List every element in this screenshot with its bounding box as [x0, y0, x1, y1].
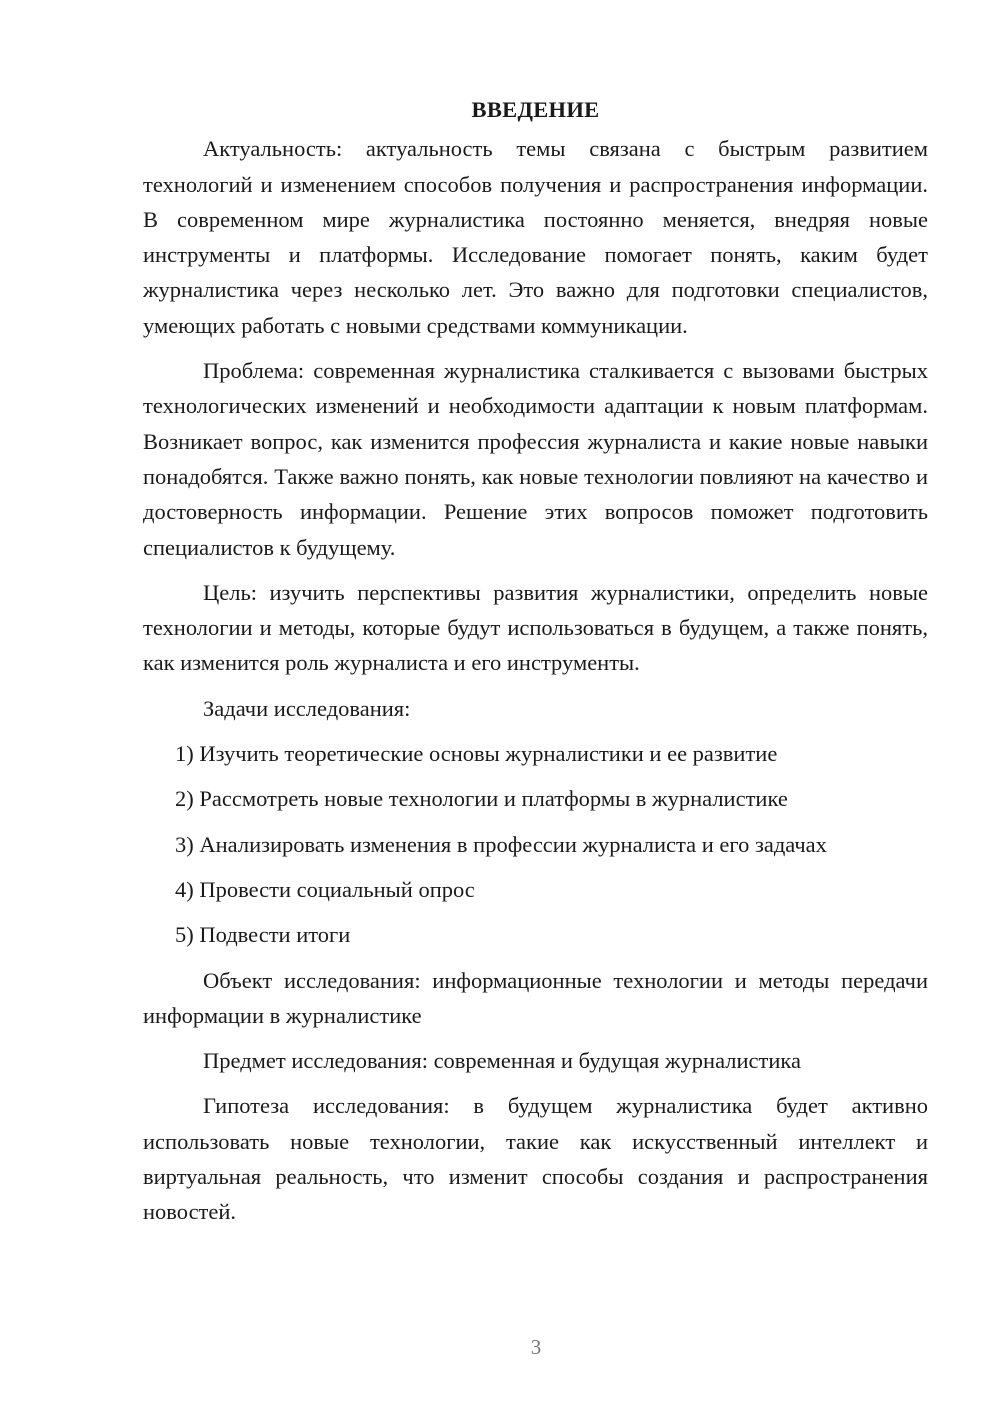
page-number: 3 [530, 1335, 542, 1359]
paragraph-goal: Цель: изучить перспективы развития журналистики, определить новые технологии и методы, которые будут использоваться в будущем, а также понять, как изменится роль журналиста и его инструменты. [143, 579, 928, 676]
section-title: ВВЕДЕНИЕ [471, 97, 600, 122]
list-item: 1) Изучить теоретические основы журналистики и ее развитие [175, 741, 778, 767]
document-page [143, 92, 928, 1240]
paragraph-hypothesis: Гипотеза исследования: в будущем журналистика будет активно использовать новые технологии, такие как искусственный интеллект и виртуальная реальность, что изменит способы создания и распространения новостей. [143, 1093, 928, 1225]
tasks-list [143, 736, 928, 952]
paragraph-problem: Проблема: современная журналистика сталкивается с вызовами быстрых технологических изменений и необходимости адаптации к новым платформам. Возникает вопрос, как изменится профессия журналиста и какие новые навыки понадобятся. Также важно понять, как новые технологии повлияют на качество и достоверность информации. Решение этих вопросов поможет подготовить специалистов к будущему. [143, 358, 928, 560]
list-item: 2) Рассмотреть новые технологии и платформы в журналистике [175, 786, 788, 812]
paragraph-subject: Предмет исследования: современная и будущая журналистика [203, 1048, 801, 1074]
list-item: 3) Анализировать изменения в профессии журналиста и его задачах [175, 831, 827, 857]
paragraph-object: Объект исследования: информационные технологии и методы передачи информации в журналистике [143, 967, 928, 1028]
list-item: 4) Провести социальный опрос [175, 876, 475, 902]
tasks-heading: Задачи исследования: [203, 695, 411, 721]
list-item: 5) Подвести итоги [175, 922, 351, 948]
paragraph-relevance: Актуальность: актуальность темы связана с быстрым развитием технологий и изменением способов получения и распространения информации. В современном мире журналистика постоянно меняется, внедряя новые инструменты и платформы. Исследование помогает понять, каким будет журналистика через несколько лет. Это важно для подготовки специалистов, умеющих работать с новыми средствами коммуникации. [143, 136, 928, 338]
